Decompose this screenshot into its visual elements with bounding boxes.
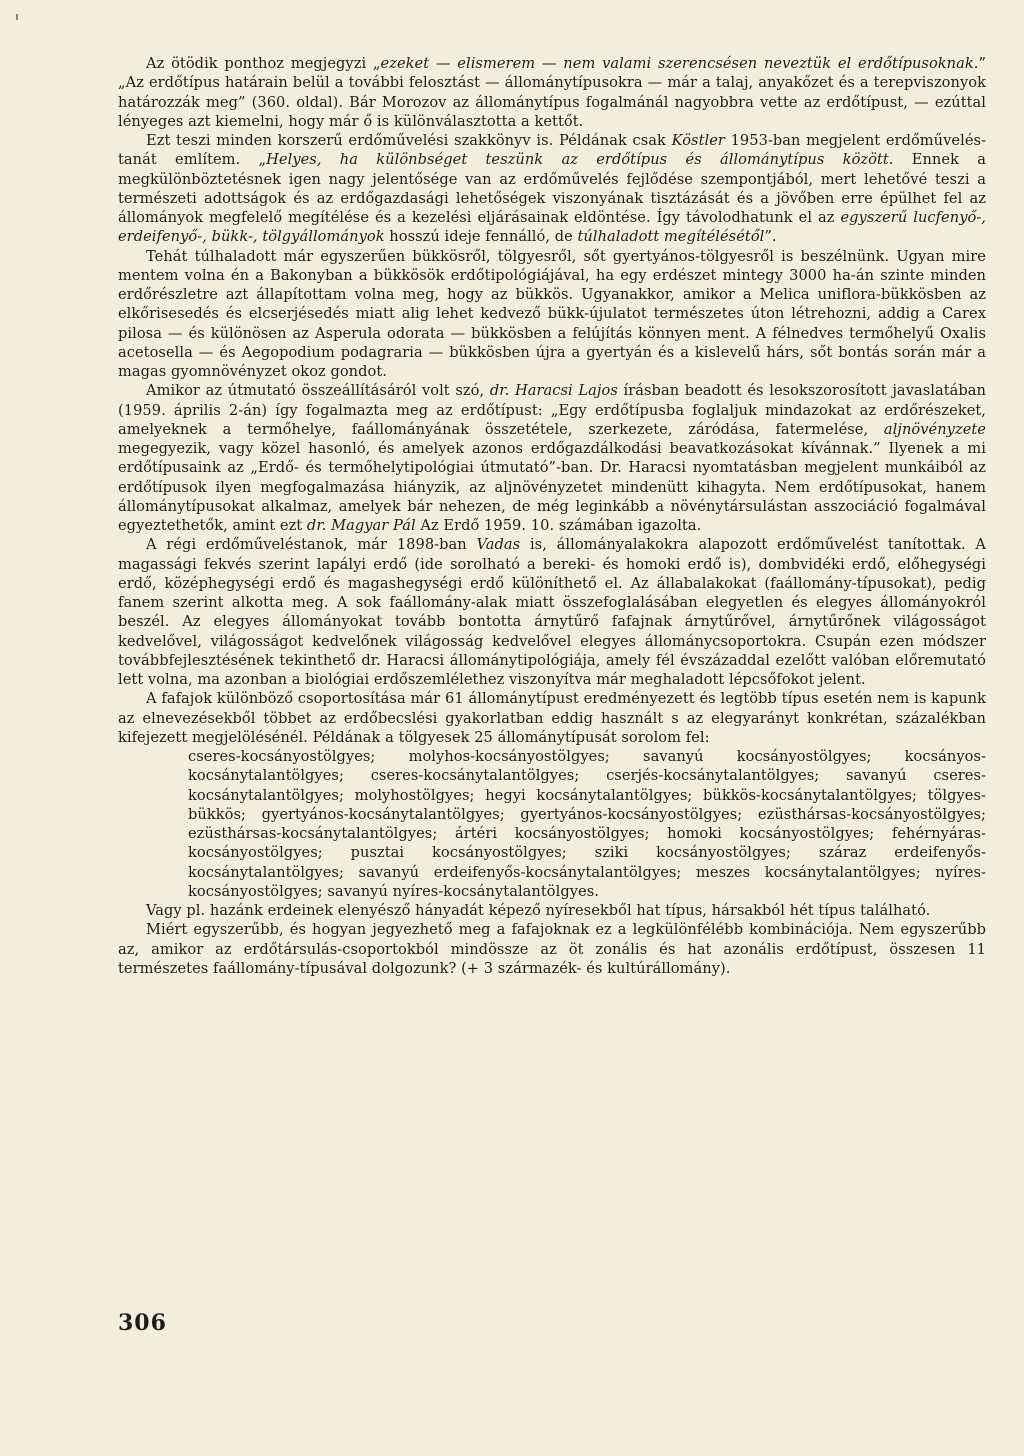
paragraph: A fafajok különböző csoportosítása már 61 állománytípust eredményezett és legtöbb típus esetén nem is kapunk az elnevezésekből többet az erdőbecslési gyakorlatban eddig használt s az elegyarányt konkrétan, százalékban kifejezett megjelölésénél. Példának a tölgyesek 25 állománytípusát sorolom fel:	[118, 690, 986, 746]
scan-mark	[16, 14, 18, 20]
paragraph: Tehát túlhaladott már egyszerűen bükkösről, tölgyesről, sőt gyertyános-tölgyesről is beszélnünk. Ugyan mire mentem volna én a Bakonyban a bükkösök erdőtipológiájával, ha egy erdészet mintegy 3000 ha-án szinte minden erdőrészletre azt állapítottam volna meg, hogy az bükkös. Ugyanakkor, amikor a Melica uniflora-bükkösben az elkőrisesedés és elcserjésedés miatt alig lehet kedvező bükk-újulatot természetes úton létrehozni, addig a Carex pilosa — és különösen az Asperula odorata — bükkösben a felújítás könnyen ment. A félnedves termőhelyű Oxalis acetosella — és Aegopodium podagraria — bükkösben újra a gyertyán és a kislevelű hárs, sőt bontás során már a magas gyomnövényzet okoz gondot.	[118, 247, 986, 380]
paragraph: Amikor az útmutató összeállításáról volt szó, dr. Haracsi Lajos írásban beadott és lesokszorosított javaslatában (1959. április 2-án) így fogalmazta meg az erdőtípust: „Egy erdőtípusba foglaljuk mindazokat az erdőrészeket, amelyeknek a termőhelye, faállományának összetétele, szerkezete, záródása, fatermelése, aljnövényzete megegyezik, vagy közel hasonló, és amelyek azonos erdőgazdálkodási beavatkozásokat kívánnak.” Ilyenek a mi erdőtípusaink az „Erdő- és termőhelytipológiai útmutató”-ban. Dr. Haracsi nyomtatásban megjelent munkáiból az erdőtípusok ilyen megfogalmazása hiányzik, az aljnövényzetet mindenütt kihagyta. Nem erdőtípusokat, hanem állománytípusokat alkalmaz, amelyek bár nehezen, de még leginkább a növénytársulástan asszociáció fogalmával egyeztethetők, amint ezt dr. Magyar Pál Az Erdő 1959. 10. számában igazolta.	[118, 382, 986, 534]
paragraph: Ezt teszi minden korszerű erdőművelési szakkönyv is. Példának csak Köstler 1953-ban megjelent erdőműveléstanát említem. „Helyes, ha különbséget teszünk az erdőtípus és állománytípus között. Ennek a megkülönböztetésnek igen nagy jelentősége van az erdőművelés fejlődése szempontjából, mert lehetővé teszi a természeti adottságok és az erdőgazdasági lehetőségek viszonyának tisztázását és a jövőben erre épülhet fel az állományok megfelelő megítélése és a kezelési eljárásainak eldöntése. Így távolodhatunk el az egyszerű lucfenyő-, erdeifenyő-, bükk-, tölgyállományok hosszú ideje fennálló, de túlhaladott megítélésétől”.	[118, 132, 986, 246]
body-text	[118, 54, 986, 978]
paragraph: Miért egyszerűbb, és hogyan jegyezhető meg a fafajoknak ez a legkülönfélébb kombinációja. Nem egyszerűbb az, amikor az erdőtársulás-csoportokból mindössze az öt zonális és hat azonális erdőtípust, összesen 11 természetes faállomány-típusával dolgozunk? (+ 3 származék- és kultúrállomány).	[118, 921, 986, 977]
page-number: 306	[118, 1310, 167, 1336]
paragraph: Vagy pl. hazánk erdeinek elenyésző hányadát képező nyíresekből hat típus, hársakból hét típus található.	[146, 902, 931, 919]
paragraph: A régi erdőműveléstanok, már 1898-ban Vadas is, állományalakokra alapozott erdőművelést tanítottak. A magassági fekvés szerint lapályi erdő (ide sorolható a bereki- és homoki erdő is), dombvidéki erdő, előhegységi erdő, középhegységi erdő és magashegységi erdő különíthető el. Az állabalakokat (faállomány-típusokat), pedig fanem szerint alkotta meg. A sok faállomány-alak miatt összefoglalásában elegyetlen és elegyes állományokról beszél. Az elegyes állományokat tovább bontotta árnytűrő fafajnak árnytűrővel, árnytűrőnek világosságot kedvelővel, világosságot kedvelőnek világosság kedvelővel elegyes állománycsoportokra. Csupán ezen módszer továbbfejlesztésének tekinthető dr. Haracsi állománytipológiája, amely fél évszázaddal ezelőtt valóban előremutató lett volna, ma azonban a biológiai erdőszemlélethez viszonyítva már meghaladott lépcsőfokot jelent.	[118, 536, 987, 688]
paragraph: Az ötödik ponthoz megjegyzi „ezeket — elismerem — nem valami szerencsésen neveztük el erdőtípusoknak.” „Az erdőtípus határain belül a további felosztást — állománytípusokra — már a talaj, anyakőzet és a terepviszonyok határozzák meg” (360. oldal). Bár Morozov az állománytípus fogalmánál nagyobbra vette az erdőtípust, — ezúttal lényeges azt kiemelni, hogy már ő is különválasztotta a kettőt.	[118, 55, 986, 130]
oak-stand-type-list: cseres-kocsányostölgyes; molyhos-kocsányostölgyes; savanyú kocsányostölgyes; kocsányos-kocsánytalantölgyes; cseres-kocsánytalantölgyes; cserjés-kocsánytalantölgyes; savanyú cseres-kocsánytalantölgyes; molyhostölgyes; hegyi kocsánytalantölgyes; bükkös-kocsánytalantölgyes; tölgyes-bükkös; gyertyános-kocsánytalantölgyes; gyertyános-kocsányostölgyes; ezüsthársas-kocsányostölgyes; ezüsthársas-kocsánytalantölgyes; ártéri kocsányostölgyes; homoki kocsányostölgyes; fehérnyáras-kocsányostölgyes; pusztai kocsányostölgyes; sziki kocsányostölgyes; száraz erdeifenyős-kocsánytalantölgyes; savanyú erdeifenyős-kocsánytalantölgyes; meszes kocsánytalantölgyes; nyíres-kocsányostölgyes; savanyú nyíres-kocsánytalantölgyes.	[188, 748, 986, 900]
